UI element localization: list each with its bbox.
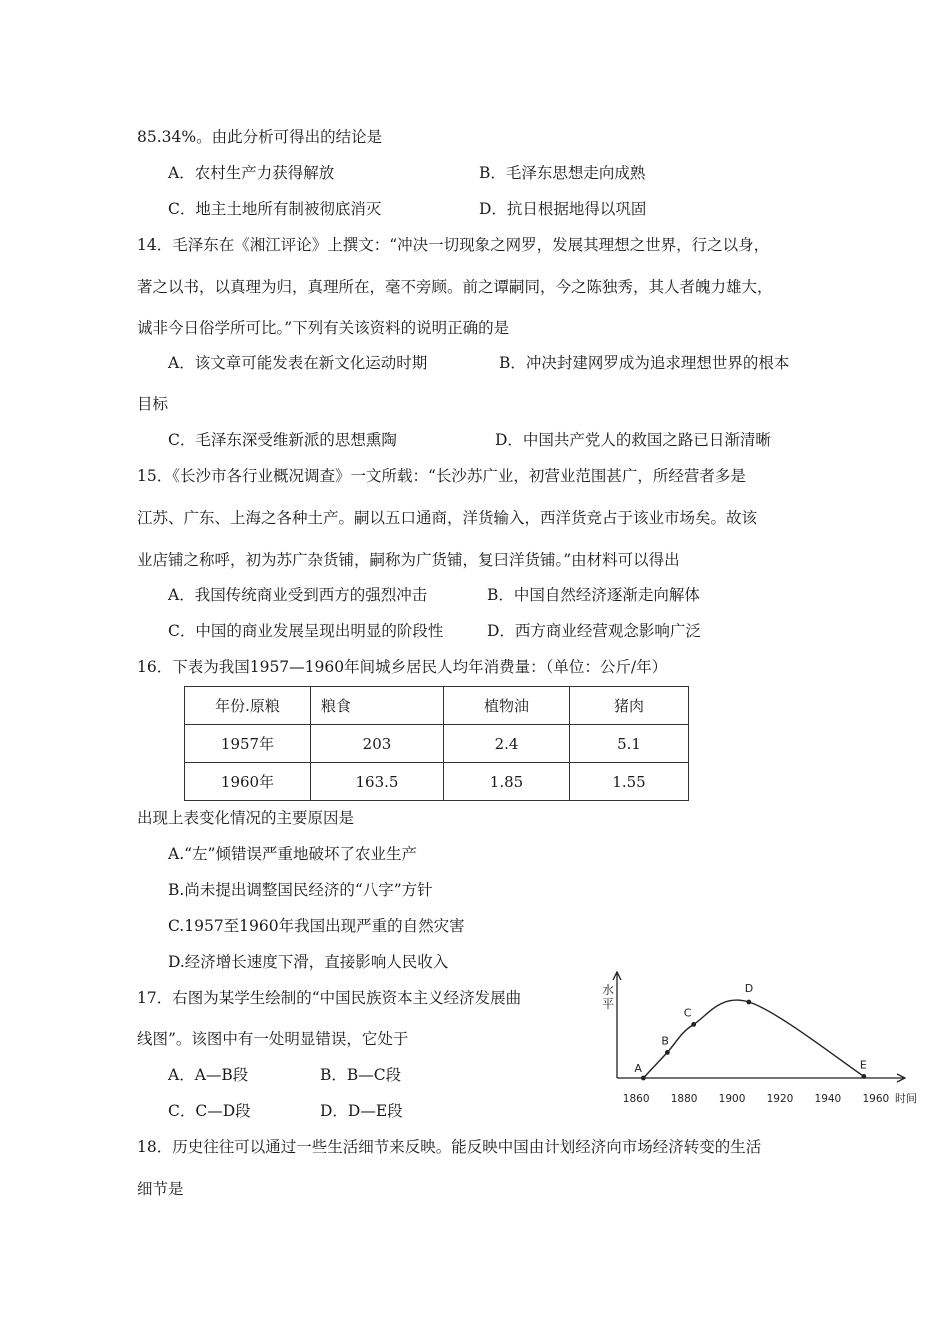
option-d: D．中国共产党人的救国之路已日渐清晰 — [495, 431, 771, 449]
consumption-table — [184, 686, 689, 801]
data-point — [861, 1074, 866, 1079]
option-b: B．B—C段 — [320, 1066, 402, 1084]
table-cell: 2.4 — [444, 725, 570, 763]
x-tick-label: 1900 — [718, 1093, 746, 1105]
text-line: 85.34%。由此分析可得出的结论是 — [137, 128, 383, 146]
table-header-cell: 猪肉 — [570, 687, 689, 725]
option-a: A．农村生产力获得解放 — [168, 164, 335, 182]
option-d: D.经济增长速度下滑，直接影响人民收入 — [168, 953, 449, 971]
question-17-line2: 线图”。该图中有一处明显错误，它处于 — [137, 1030, 409, 1048]
data-point — [641, 1076, 646, 1081]
data-point — [691, 1022, 696, 1027]
table-header-cell: 植物油 — [444, 687, 570, 725]
x-tick-label: 1860 — [622, 1093, 650, 1105]
question-18: 18．历史往往可以通过一些生活细节来反映。能反映中国由计划经济向市场经济转变的生活 — [137, 1138, 762, 1156]
question-17: 17．右图为某学生绘制的“中国民族资本主义经济发展曲 — [137, 989, 522, 1007]
data-point-label: E — [859, 1058, 867, 1072]
y-axis-label: 平 — [602, 997, 615, 1011]
data-point-label: A — [634, 1062, 642, 1075]
option-c: C．C—D段 — [168, 1102, 251, 1120]
option-b: B．毛泽东思想走向成熟 — [479, 164, 646, 182]
question-14-line3: 诚非今日俗学所可比。”下列有关该资料的说明正确的是 — [137, 319, 510, 337]
option-b: B．中国自然经济逐渐走向解体 — [487, 586, 700, 604]
option-a: A．我国传统商业受到西方的强烈冲击 — [168, 586, 428, 604]
data-point — [665, 1050, 670, 1055]
series-line — [643, 1000, 863, 1078]
table-cell: 203 — [311, 725, 444, 763]
data-point-label: B — [661, 1034, 669, 1048]
table-header-cell: 年份.原粮 — [185, 687, 311, 725]
option-b: B.尚未提出调整国民经济的“八字”方针 — [168, 881, 433, 899]
table-cell: 163.5 — [311, 763, 444, 801]
data-point-label: C — [683, 1006, 692, 1020]
option-c: C．中国的商业发展呈现出明显的阶段性 — [168, 622, 444, 640]
question-15: 15．《长沙市各行业概况调查》一文所载：“长沙苏广业，初营业范围甚广，所经营者多是 — [137, 467, 746, 485]
x-tick-label: 1940 — [814, 1093, 842, 1105]
y-axis-label: 水 — [602, 983, 615, 997]
option-a: A．该文章可能发表在新文化运动时期 — [168, 354, 428, 372]
question-14-line2: 著之以书，以真理为归，真理所在，毫不旁顾。前之谭嗣同，今之陈独秀，其人者魄力雄大， — [137, 278, 773, 296]
question-18-line2: 细节是 — [137, 1180, 184, 1198]
table-header-cell: 粮食 — [311, 687, 444, 725]
option-d: D．西方商业经营观念影响广泛 — [487, 622, 701, 640]
option-d: D．D—E段 — [320, 1102, 403, 1120]
option-c: C．毛泽东深受维新派的思想熏陶 — [168, 431, 397, 449]
x-tick-label: 1920 — [766, 1093, 794, 1105]
table-header-row — [185, 687, 689, 725]
x-tick-label: 1880 — [670, 1093, 698, 1105]
option-c: C．地主土地所有制被彻底消灭 — [168, 200, 382, 218]
option-a: A.“左”倾错误严重地破坏了农业生产 — [168, 845, 417, 863]
x-tick-label: 1960 — [862, 1093, 890, 1105]
question-16: 16．下表为我国1957—1960年间城乡居民人均年消费量：（单位：公斤/年） — [137, 658, 668, 676]
table-cell: 1957年 — [185, 725, 311, 763]
table-cell: 1.55 — [570, 763, 689, 801]
development-curve-chart — [600, 960, 920, 1110]
option-a: A．A—B段 — [168, 1066, 249, 1084]
table-cell: 5.1 — [570, 725, 689, 763]
option-b-continued: 目标 — [137, 395, 169, 413]
question-16-stem: 出现上表变化情况的主要原因是 — [137, 809, 355, 827]
table-cell: 1.85 — [444, 763, 570, 801]
question-15-line2: 江苏、广东、上海之各种土产。嗣以五口通商，洋货输入，西洋货竞占于该业市场矣。故该 — [137, 509, 758, 527]
table-row — [185, 763, 689, 801]
data-point-label: D — [744, 982, 754, 995]
option-b: B．冲决封建网罗成为追求理想世界的根本 — [499, 354, 790, 372]
x-axis-label: 时间 — [895, 1092, 917, 1105]
question-15-line3: 业店铺之称呼，初为苏广杂货铺，嗣称为广货铺，复曰洋货铺。”由材料可以得出 — [137, 551, 680, 569]
table-cell: 1960年 — [185, 763, 311, 801]
question-14: 14．毛泽东在《湘江评论》上撰文：“冲决一切现象之网罗，发展其理想之世界，行之以身， — [137, 236, 770, 254]
option-c: C.1957至1960年我国出现严重的自然灾害 — [168, 917, 465, 935]
table-row — [185, 725, 689, 763]
data-point — [746, 1000, 751, 1005]
option-d: D．抗日根据地得以巩固 — [479, 200, 647, 218]
